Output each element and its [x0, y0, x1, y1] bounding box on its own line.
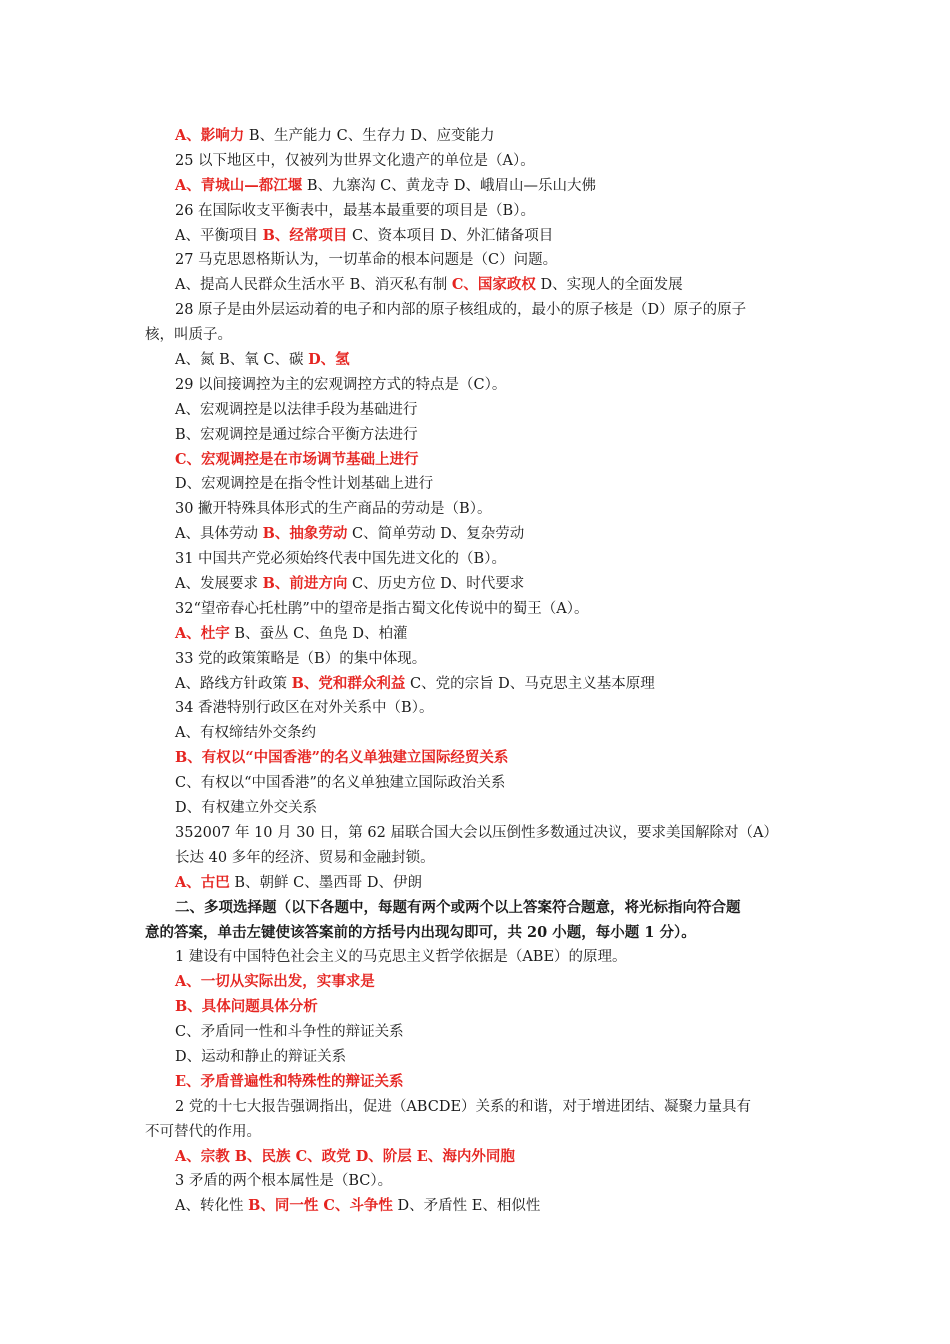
text-line — [0, 1145, 950, 1170]
text-line — [0, 323, 950, 348]
line-text: 31 中国共产党必须始终代表中国先进文化的（B）。 — [175, 551, 506, 568]
answer-text: C、宏观调控是在市场调节基础上进行 — [175, 450, 419, 468]
line-text: 意的答案，单击左键使该答案前的方括号内出现勾即可，共 20 小题，每小题 1 分）。 — [145, 923, 696, 941]
line-text: 25 以下地区中，仅被列为世界文化遗产的单位是（A）。 — [175, 152, 535, 169]
text-line — [0, 423, 950, 448]
answer-text: B、党和群众利益 — [291, 674, 406, 692]
text-line — [0, 497, 950, 522]
text-line — [0, 1169, 950, 1194]
line-text: C、党的宗旨 D、马克思主义基本原理 — [405, 675, 655, 692]
line-text: B、宏观调控是通过综合平衡方法进行 — [175, 426, 418, 443]
line-text: 32“望帝春心托杜鹃”中的望帝是指古蜀文化传说中的蜀王（A）。 — [175, 600, 589, 617]
line-text: A、提高人民群众生活水平 B、消灭私有制 — [175, 277, 452, 294]
line-text: C、矛盾同一性和斗争性的辩证关系 — [175, 1024, 404, 1041]
line-text: D、实现人的全面发展 — [535, 277, 683, 294]
text-line — [0, 995, 950, 1020]
text-line — [0, 1194, 950, 1219]
text-line — [0, 821, 950, 846]
line-text: 2 党的十七大报告强调指出，促进（ABCDE）关系的和谐，对于增进团结、凝聚力量具有 — [175, 1098, 752, 1115]
answer-text: B、同一性 C、斗争性 — [248, 1197, 393, 1215]
text-line — [0, 696, 950, 721]
line-text: A、平衡项目 — [175, 227, 263, 244]
answer-text: B、经常项目 — [262, 226, 348, 244]
line-text: D、有权建立外交关系 — [175, 800, 318, 817]
text-line — [0, 547, 950, 572]
text-line — [0, 796, 950, 821]
line-text: 29 以间接调控为主的宏观调控方式的特点是（C）。 — [175, 376, 507, 393]
text-line — [0, 1020, 950, 1045]
line-text: B、生产能力 C、生存力 D、应变能力 — [244, 128, 495, 144]
line-text: A、转化性 — [175, 1198, 249, 1215]
line-text: C、有权以“中国香港”的名义单独建立国际政治关系 — [175, 775, 506, 792]
answer-text: A、古巴 — [175, 873, 230, 891]
answer-text: A、青城山—都江堰 — [175, 176, 303, 194]
line-text: 27 马克思恩格斯认为，一切革命的根本问题是（C）问题。 — [175, 252, 558, 269]
text-line — [0, 746, 950, 771]
text-line — [0, 1045, 950, 1070]
line-text: C、简单劳动 D、复杂劳动 — [347, 526, 525, 543]
text-line — [0, 896, 950, 921]
line-text: 不可替代的作用。 — [145, 1123, 261, 1140]
line-text: 33 党的政策策略是（B）的集中体现。 — [175, 650, 427, 667]
line-text: A、路线方针政策 — [175, 675, 292, 692]
line-text: A、宏观调控是以法律手段为基础进行 — [175, 401, 418, 418]
text-line — [0, 522, 950, 547]
line-text: A、氮 B、氧 C、碳 — [175, 352, 309, 369]
text-line — [0, 846, 950, 871]
text-line — [0, 199, 950, 224]
text-line — [0, 448, 950, 473]
text-line — [0, 597, 950, 622]
line-text: 30 撇开特殊具体形式的生产商品的劳动是（B）。 — [175, 501, 492, 518]
text-line — [0, 1070, 950, 1095]
line-text: A、具体劳动 — [175, 526, 263, 543]
line-text: C、资本项目 D、外汇储备项目 — [347, 227, 554, 244]
text-line — [0, 721, 950, 746]
line-text: A、发展要求 — [175, 576, 263, 593]
line-text: 二、多项选择题（以下各题中，每题有两个或两个以上答案符合题意，将光标指向符合题 — [175, 898, 741, 916]
line-text: 352007 年 10 月 30 日，第 62 届联合国大会以压倒性多数通过决议，要求美国解除对（A） — [175, 824, 778, 841]
text-line — [0, 921, 950, 946]
line-text: 26 在国际收支平衡表中，最基本最重要的项目是（B）。 — [175, 202, 535, 219]
text-line — [0, 622, 950, 647]
line-text: 长达 40 多年的经济、贸易和金融封锁。 — [175, 849, 435, 866]
text-line — [0, 298, 950, 323]
text-line — [0, 224, 950, 249]
answer-text: B、具体问题具体分析 — [175, 998, 318, 1016]
text-line — [0, 472, 950, 497]
text-line — [0, 273, 950, 298]
line-text: 核，叫质子。 — [145, 327, 232, 344]
text-line — [0, 124, 950, 149]
text-line — [0, 1095, 950, 1120]
text-line — [0, 647, 950, 672]
text-line — [0, 672, 950, 697]
text-line — [0, 248, 950, 273]
line-text: D、运动和静止的辩证关系 — [175, 1048, 347, 1065]
text-line — [0, 149, 950, 174]
answer-text: A、杜宇 — [175, 624, 230, 642]
answer-text: D、氢 — [308, 351, 350, 369]
text-line — [0, 398, 950, 423]
answer-text: A、一切从实际出发，实事求是 — [175, 973, 375, 991]
text-line — [0, 771, 950, 796]
line-text: B、朝鲜 C、墨西哥 D、伊朗 — [229, 874, 422, 891]
answer-text: A、宗教 B、民族 C、政党 D、阶层 E、海内外同胞 — [175, 1147, 515, 1165]
line-text: D、宏观调控是在指令性计划基础上进行 — [175, 476, 434, 493]
answer-text: B、抽象劳动 — [262, 525, 348, 543]
line-text: A、有权缔结外交条约 — [175, 725, 316, 742]
answer-text: B、有权以“中国香港”的名义单独建立国际经贸关系 — [175, 749, 509, 767]
text-line — [0, 373, 950, 398]
text-line — [0, 572, 950, 597]
line-text: C、历史方位 D、时代要求 — [347, 576, 525, 593]
text-line — [0, 970, 950, 995]
line-text: 34 香港特别行政区在对外关系中（B）。 — [175, 700, 434, 717]
text-line — [0, 174, 950, 199]
answer-text: C、国家政权 — [451, 276, 536, 294]
text-line — [0, 1120, 950, 1145]
text-line — [0, 945, 950, 970]
answer-text: A、影响力 — [175, 127, 245, 144]
line-text: 3 矛盾的两个根本属性是（BC）。 — [175, 1173, 393, 1190]
line-text: B、蚕丛 C、鱼凫 D、柏灌 — [229, 625, 408, 642]
text-line — [0, 871, 950, 896]
line-text: 28 原子是由外层运动着的电子和内部的原子核组成的，最小的原子核是（D）原子的原子 — [175, 302, 747, 319]
line-text: B、九寨沟 C、黄龙寺 D、峨眉山—乐山大佛 — [302, 177, 596, 194]
answer-text: E、矛盾普遍性和特殊性的辩证关系 — [175, 1072, 404, 1090]
line-text: 1 建设有中国特色社会主义的马克思主义哲学依据是（ABE）的原理。 — [175, 949, 627, 966]
line-text: D、矛盾性 E、相似性 — [392, 1198, 541, 1215]
answer-text: B、前进方向 — [262, 575, 348, 593]
document-page — [0, 124, 950, 1219]
text-line — [0, 348, 950, 373]
